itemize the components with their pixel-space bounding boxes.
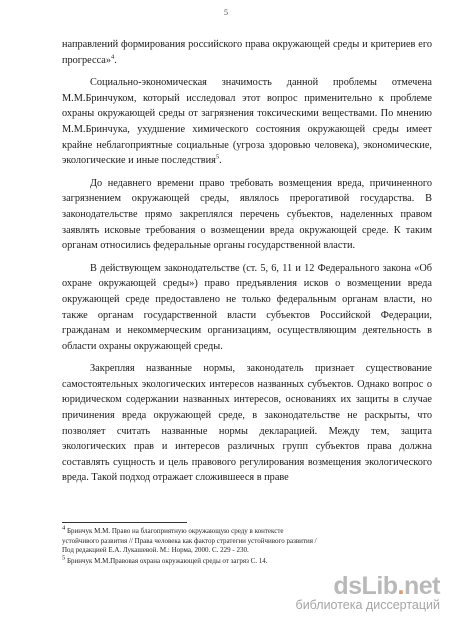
watermark-subtitle: библиотека диссертаций <box>295 598 440 612</box>
footnote-5 <box>62 554 317 567</box>
footnote-text: Бринчук М.М.Правовая охрана окружающей среды от загряз С. 14. <box>67 556 268 565</box>
paragraph-5: Закрепляя названные нормы, законодатель признает существование самостоятельных экологических интересов названных субъектов. Однако вопрос о юридическом содержании названных интересов, основаниях их защиты в случае причинения вреда окружающей среде, в законодательстве не раскрыты, что позволяет считать названные нормы декларацией. Между тем, защита экологических прав и интересов различных групп субъектов права должна составлять сущность и цель правового регулирования возмещения экологического вреда. Такой подход отражает сложившееся в праве <box>62 363 432 484</box>
footnote-text: Бринчук М.М. Право на благоприятную окружающую среду в контексте устойчивого развития // Права человека как фактор стратегии устойчивого развития / Под редакцией Е.А. Лукашевой. М.: Норма, 2000. С. 229 - 230. <box>62 527 317 554</box>
footnotes <box>62 524 317 567</box>
logo-dot: . <box>397 572 404 600</box>
paragraph-2-end: . <box>219 155 222 167</box>
main-text <box>62 37 432 493</box>
paragraph-2 <box>62 75 432 169</box>
footnote-divider <box>62 522 187 523</box>
logo-main: dsLib <box>333 572 398 600</box>
footnote-mark: 4 <box>62 524 66 532</box>
paragraph-1-text: направлений формирования российского права окружающей среды и критериев его прогресса» <box>62 39 432 66</box>
paragraph-4: В действующем законодательстве (ст. 5, 6, 11 и 12 Федерального закона «Об охране окружающей среды») право предъявления исков о возмещении вреда окружающей среде предоставлено не только федеральным органам власти, но также органам государственной власти субъектов Российской Федерации, гражданам и некоммерческим организациям, осуществляющим деятельность в области охраны окружающей среды. <box>62 262 432 352</box>
paragraph-3: До недавнего времени право требовать возмещения вреда, причиненного загрязнением окружающей среды, являлось прерогативой государства. В законодательстве прямо закреплялся перечень субъектов, наделенных правом заявлять исковые требования о возмещении вреда окружающей среде. К таким органам относились федеральные органы государственной власти. <box>62 177 432 252</box>
dslib-logo[interactable] <box>296 572 440 601</box>
paragraph-2-text: Социально-экономическая значимость данной проблемы отмечена М.М.Бринчуком, который исследовал этот вопрос применительно к проблеме охраны окружающей среды от загрязнения токсическими веществами. По мнению М.М.Бринчука, ухудшение химического состояния окружающей среды имеет крайне неблагоприятные социальные (угроза здоровью человека), экономические, экологические и иные последствия <box>62 77 432 167</box>
paragraph-1 <box>62 37 432 68</box>
paragraph-1-end: . <box>114 54 117 66</box>
footnote-4 <box>62 524 317 556</box>
logo-tld: net <box>404 572 440 600</box>
footnote-ref-4[interactable]: 4 <box>111 53 115 61</box>
page-number: 5 <box>224 8 228 17</box>
footnote-mark: 5 <box>62 554 66 562</box>
footnote-ref-5[interactable]: 5 <box>215 153 220 161</box>
dslib-watermark[interactable] <box>296 572 440 612</box>
